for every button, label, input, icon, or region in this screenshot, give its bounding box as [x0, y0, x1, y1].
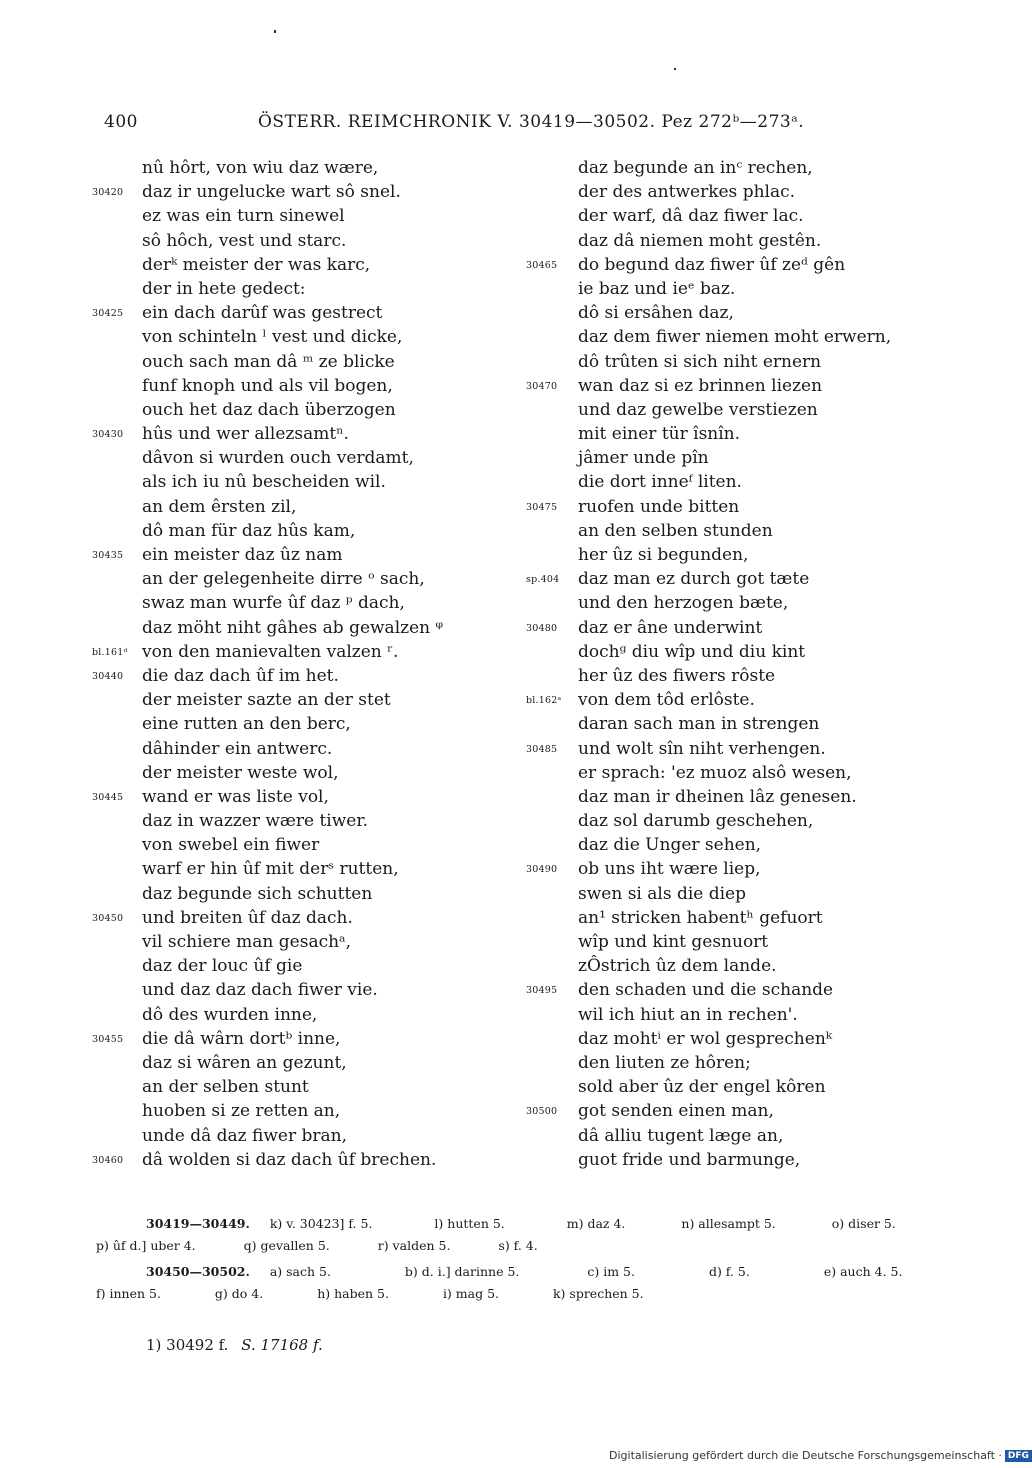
verse-text: daz dem fiwer niemen moht erwern,	[578, 327, 892, 348]
verse-line	[92, 253, 532, 277]
verse-text: dô si ersâhen daz,	[578, 303, 734, 324]
verse-line	[92, 470, 532, 494]
verse-line	[92, 1124, 532, 1148]
verse-text: got senden einen man,	[578, 1101, 774, 1122]
verse-line	[526, 229, 966, 253]
verse-text: sold aber ûz der engel kôren	[578, 1077, 826, 1098]
line-number: 30480	[526, 622, 558, 634]
verse-text: dâhinder ein antwerc.	[142, 738, 333, 759]
verse-text: swaz man wurfe ûf daz ᵖ dach,	[142, 593, 405, 614]
verse-line	[92, 229, 532, 253]
verse-text: und daz gewelbe verstiezen	[578, 399, 818, 420]
line-number: 30460	[92, 1154, 124, 1166]
verse-text: an den selben stunden	[578, 520, 773, 541]
footnote-block-2-line-1	[96, 1264, 956, 1279]
verse-text: unde dâ daz fiwer bran,	[142, 1125, 348, 1146]
verse-line	[526, 325, 966, 349]
verse-line	[526, 1148, 966, 1172]
verse-text: und wolt sîn niht verhengen.	[578, 738, 826, 759]
verse-line	[92, 906, 532, 930]
verse-text: ruofen unde bitten	[578, 496, 740, 517]
footnote-item: q) gevallen 5.	[243, 1238, 330, 1253]
verse-line	[526, 422, 966, 446]
footnote-block-1-line-2	[96, 1238, 956, 1253]
verse-line	[526, 1027, 966, 1051]
verse-line	[92, 277, 532, 301]
verse-text: funf knoph und als vil bogen,	[142, 375, 393, 396]
verse-text: daz möht niht gâhes ab gewalzen ᵠ	[142, 617, 443, 638]
footnote-item: f) innen 5.	[96, 1286, 161, 1301]
verse-text: dâ wolden si daz dach ûf brechen.	[142, 1149, 437, 1170]
verse-line	[526, 543, 966, 567]
verse-text: daz in wazzer wære tiwer.	[142, 811, 369, 832]
credit-text: Digitalisierung gefördert durch die Deutsche Forschungsgemeinschaft ·	[609, 1449, 1002, 1462]
verse-text: dô man für daz hûs kam,	[142, 520, 356, 541]
verse-line	[526, 809, 966, 833]
speck-mark	[674, 68, 676, 70]
verse-line	[526, 446, 966, 470]
verse-text: wan daz si ez brinnen liezen	[578, 375, 823, 396]
verse-line	[526, 640, 966, 664]
verse-text: swen si als die diep	[578, 883, 746, 904]
verse-line	[526, 906, 966, 930]
verse-line	[526, 567, 966, 591]
verse-text: daz man ir dheinen lâz genesen.	[578, 786, 857, 807]
line-number: 30485	[526, 743, 558, 755]
verse-line	[92, 882, 532, 906]
verse-text: daz er âne underwint	[578, 617, 763, 638]
verse-line	[92, 398, 532, 422]
verse-line	[92, 180, 532, 204]
verse-line	[526, 277, 966, 301]
verse-text: die daz dach ûf im het.	[142, 665, 339, 686]
verse-line	[92, 374, 532, 398]
verse-text: hûs und wer allezsamtⁿ.	[142, 424, 349, 445]
verse-text: dâvon si wurden ouch verdamt,	[142, 448, 414, 469]
verse-line	[526, 495, 966, 519]
footnote-item: c) im 5.	[587, 1264, 635, 1279]
verse-text: den schaden und die schande	[578, 980, 834, 1001]
verse-text: vil schiere man gesachᵃ,	[142, 932, 352, 952]
verse-text: er sprach: 'ez muoz alsô wesen,	[578, 762, 852, 783]
footnote-item: k) sprechen 5.	[552, 1286, 644, 1301]
verse-line	[526, 1124, 966, 1148]
verse-text: derᵏ meister der was karc,	[142, 254, 371, 275]
verse-line	[92, 1099, 532, 1123]
verse-line	[526, 1075, 966, 1099]
verse-text: den liuten ze hôren;	[578, 1052, 751, 1073]
verse-line	[92, 446, 532, 470]
verse-text: der warf, dâ daz fiwer lac.	[578, 206, 804, 227]
verse-text: zÔstrich ûz dem lande.	[578, 956, 777, 977]
verse-line	[92, 688, 532, 712]
numbered-note-reference: S. 17168 f.	[241, 1336, 323, 1354]
line-number: bl.162ᵃ	[526, 695, 562, 707]
right-verse-column	[526, 156, 966, 1172]
verse-line	[92, 495, 532, 519]
verse-line	[92, 785, 532, 809]
verse-text: daz sol darumb geschehen,	[578, 811, 814, 832]
verse-line	[526, 978, 966, 1002]
line-number: 30450	[92, 912, 124, 924]
verse-line	[526, 785, 966, 809]
footnote-item: h) haben 5.	[317, 1286, 389, 1301]
verse-line	[526, 204, 966, 228]
verse-line	[526, 301, 966, 325]
verse-line	[526, 664, 966, 688]
verse-line	[526, 519, 966, 543]
footnote-item: i) mag 5.	[442, 1286, 499, 1301]
verse-text: der meister sazte an der stet	[142, 690, 391, 711]
verse-line	[92, 422, 532, 446]
footnote-item: m) daz 4.	[566, 1216, 626, 1231]
verse-line	[526, 180, 966, 204]
footnote-item: k) v. 30423] f. 5.	[269, 1216, 373, 1231]
line-number: 30490	[526, 864, 558, 876]
verse-text: der des antwerkes phlac.	[578, 182, 796, 203]
verse-text: daz ir ungelucke wart sô snel.	[142, 182, 401, 203]
verse-text: und den herzogen bæte,	[578, 593, 789, 614]
verse-text: her ûz des fiwers rôste	[578, 665, 776, 686]
verse-text: ez was ein turn sinewel	[142, 206, 345, 227]
verse-text: sô hôch, vest und starc.	[142, 230, 347, 251]
verse-line	[92, 857, 532, 881]
line-number: 30465	[526, 259, 558, 271]
verse-text: wil ich hiut an in rechen'.	[578, 1004, 798, 1025]
verse-text: an¹ stricken habentʰ gefuort	[578, 907, 823, 928]
line-number: bl.161ᵈ	[92, 646, 128, 658]
verse-line	[92, 833, 532, 857]
verse-line	[92, 567, 532, 591]
footnote-item: s) f. 4.	[498, 1238, 538, 1253]
page-number: 400	[104, 112, 138, 132]
footnote-item: g) do 4.	[214, 1286, 264, 1301]
verse-text: der meister weste wol,	[142, 762, 339, 783]
verse-text: daz begunde an inᶜ rechen,	[578, 158, 813, 178]
verse-line	[92, 519, 532, 543]
verse-text: nû hôrt, von wiu daz wære,	[142, 158, 379, 178]
verse-text: ein meister daz ûz nam	[142, 545, 343, 565]
verse-text: daz dâ niemen moht gestên.	[578, 230, 822, 251]
line-number: 30430	[92, 429, 124, 441]
line-number: 30495	[526, 985, 558, 997]
verse-text: guot fride und barmunge,	[578, 1149, 801, 1170]
verse-line	[92, 1051, 532, 1075]
line-number: sp.404	[526, 574, 560, 586]
line-number: 30455	[92, 1033, 124, 1045]
verse-text: warf er hin ûf mit derˢ rutten,	[142, 859, 399, 880]
line-number: 30435	[92, 550, 124, 561]
verse-line	[92, 930, 532, 954]
line-number: 30440	[92, 670, 124, 682]
verse-text: her ûz si begunden,	[578, 545, 749, 565]
footnote-item: b) d. i.] darinne 5.	[404, 1264, 520, 1279]
verse-text: von dem tôd erlôste.	[578, 690, 755, 711]
numbered-note-prefix: 1) 30492 f.	[146, 1336, 229, 1354]
left-verse-column	[92, 156, 532, 1172]
footnote-item: l) hutten 5.	[434, 1216, 505, 1231]
verse-line	[92, 350, 532, 374]
verse-line	[92, 978, 532, 1002]
verse-text: daz man ez durch got tæte	[578, 569, 810, 590]
footnote-block-1-line-1	[96, 1216, 956, 1231]
verse-text: an der gelegenheite dirre ᵒ sach,	[142, 569, 425, 590]
verse-text: als ich iu nû bescheiden wil.	[142, 472, 386, 493]
verse-line	[526, 954, 966, 978]
verse-text: dochᵍ diu wîp und diu kint	[578, 641, 806, 662]
verse-line	[526, 688, 966, 712]
verse-text: ein dach darûf was gestrect	[142, 303, 383, 324]
verse-line	[526, 253, 966, 277]
verse-text: wand er was liste vol,	[142, 786, 329, 807]
footnote-item: d) f. 5.	[708, 1264, 750, 1279]
verse-line	[92, 1003, 532, 1027]
verse-line	[526, 930, 966, 954]
verse-text: daz die Unger sehen,	[578, 835, 762, 856]
verse-text: daran sach man in strengen	[578, 714, 820, 735]
verse-text: von swebel ein fiwer	[142, 835, 320, 856]
verse-line	[526, 737, 966, 761]
verse-text: dâ alliu tugent læge an,	[578, 1125, 784, 1146]
verse-text: dô trûten si sich niht ernern	[578, 351, 822, 372]
verse-line	[92, 737, 532, 761]
verse-line	[526, 1051, 966, 1075]
verse-text: daz si wâren an gezunt,	[142, 1052, 347, 1073]
footnote-item: o) diser 5.	[831, 1216, 896, 1231]
running-title: ÖSTERR. REIMCHRONIK V. 30419—30502. Pez 272ᵇ—273ᵃ.	[258, 112, 805, 132]
verse-line	[92, 301, 532, 325]
dfg-logo-icon: DFG	[1005, 1450, 1032, 1462]
verse-line	[92, 325, 532, 349]
footnote-item: a) sach 5.	[269, 1264, 331, 1279]
verse-text: daz begunde sich schutten	[142, 883, 373, 904]
verse-line	[526, 470, 966, 494]
verse-text: an der selben stunt	[142, 1077, 309, 1098]
digitization-credit	[609, 1449, 1032, 1462]
verse-line	[526, 156, 966, 180]
verse-line	[526, 712, 966, 736]
verse-text: daz mohtⁱ er wol gesprechenᵏ	[578, 1028, 832, 1049]
verse-line	[526, 882, 966, 906]
verse-text: von den manievalten valzen ʳ.	[142, 641, 399, 662]
verse-line	[92, 954, 532, 978]
line-number: 30475	[526, 501, 558, 513]
verse-text: eine rutten an den berc,	[142, 714, 351, 735]
verse-text: huoben si ze retten an,	[142, 1101, 341, 1122]
verse-line	[92, 1027, 532, 1051]
footnote-item: p) ûf d.] uber 4.	[96, 1238, 196, 1253]
verse-line	[526, 1099, 966, 1123]
verse-text: die dort inneᶠ liten.	[578, 472, 742, 493]
verse-line	[92, 1148, 532, 1172]
verse-line	[92, 664, 532, 688]
verse-line	[526, 1003, 966, 1027]
verse-text: die dâ wârn dortᵇ inne,	[142, 1028, 341, 1049]
footnote-item: r) valden 5.	[377, 1238, 451, 1253]
footnote-block-2-lead: 30450—30502.	[146, 1264, 250, 1279]
verse-text: jâmer unde pîn	[578, 448, 709, 469]
verse-text: ob uns iht wære liep,	[578, 859, 761, 880]
verse-line	[92, 204, 532, 228]
verse-line	[526, 398, 966, 422]
verse-text: und daz daz dach fiwer vie.	[142, 980, 378, 1001]
verse-text: do begund daz fiwer ûf zeᵈ gên	[578, 254, 846, 275]
verse-text: an dem êrsten zil,	[142, 496, 297, 517]
line-number: 30420	[92, 187, 124, 199]
verse-line	[92, 640, 532, 664]
verse-text: wîp und kint gesnuort	[578, 932, 769, 952]
verse-line	[92, 712, 532, 736]
verse-line	[526, 761, 966, 785]
verse-line	[92, 809, 532, 833]
numbered-note	[146, 1336, 323, 1354]
verse-text: der in hete gedect:	[142, 278, 306, 299]
verse-text: ie baz und ieᵉ baz.	[578, 278, 736, 299]
line-number: 30470	[526, 380, 558, 392]
verse-line	[92, 591, 532, 615]
verse-text: dô des wurden inne,	[142, 1004, 318, 1025]
verse-text: ouch sach man dâ ᵐ ze blicke	[142, 351, 395, 372]
footnote-item: e) auch 4. 5.	[823, 1264, 903, 1279]
verse-line	[526, 833, 966, 857]
verse-line	[526, 374, 966, 398]
verse-text: von schinteln ˡ vest und dicke,	[142, 327, 403, 348]
verse-line	[92, 156, 532, 180]
line-number: 30500	[526, 1106, 558, 1118]
verse-line	[92, 761, 532, 785]
verse-text: mit einer tür îsnîn.	[578, 424, 741, 445]
verse-line	[92, 616, 532, 640]
verse-text: daz der louc ûf gie	[142, 956, 303, 977]
verse-line	[526, 616, 966, 640]
verse-line	[526, 857, 966, 881]
verse-line	[92, 1075, 532, 1099]
footnote-block-2-line-2	[96, 1286, 956, 1301]
verse-text: und breiten ûf daz dach.	[142, 907, 353, 928]
verse-line	[526, 350, 966, 374]
verse-line	[92, 543, 532, 567]
footnote-item: n) allesampt 5.	[681, 1216, 776, 1231]
line-number: 30445	[92, 791, 124, 803]
speck-mark	[274, 30, 276, 33]
footnote-block-1-lead: 30419—30449.	[146, 1216, 250, 1231]
verse-text: ouch het daz dach überzogen	[142, 399, 396, 420]
verse-line	[526, 591, 966, 615]
line-number: 30425	[92, 308, 124, 320]
